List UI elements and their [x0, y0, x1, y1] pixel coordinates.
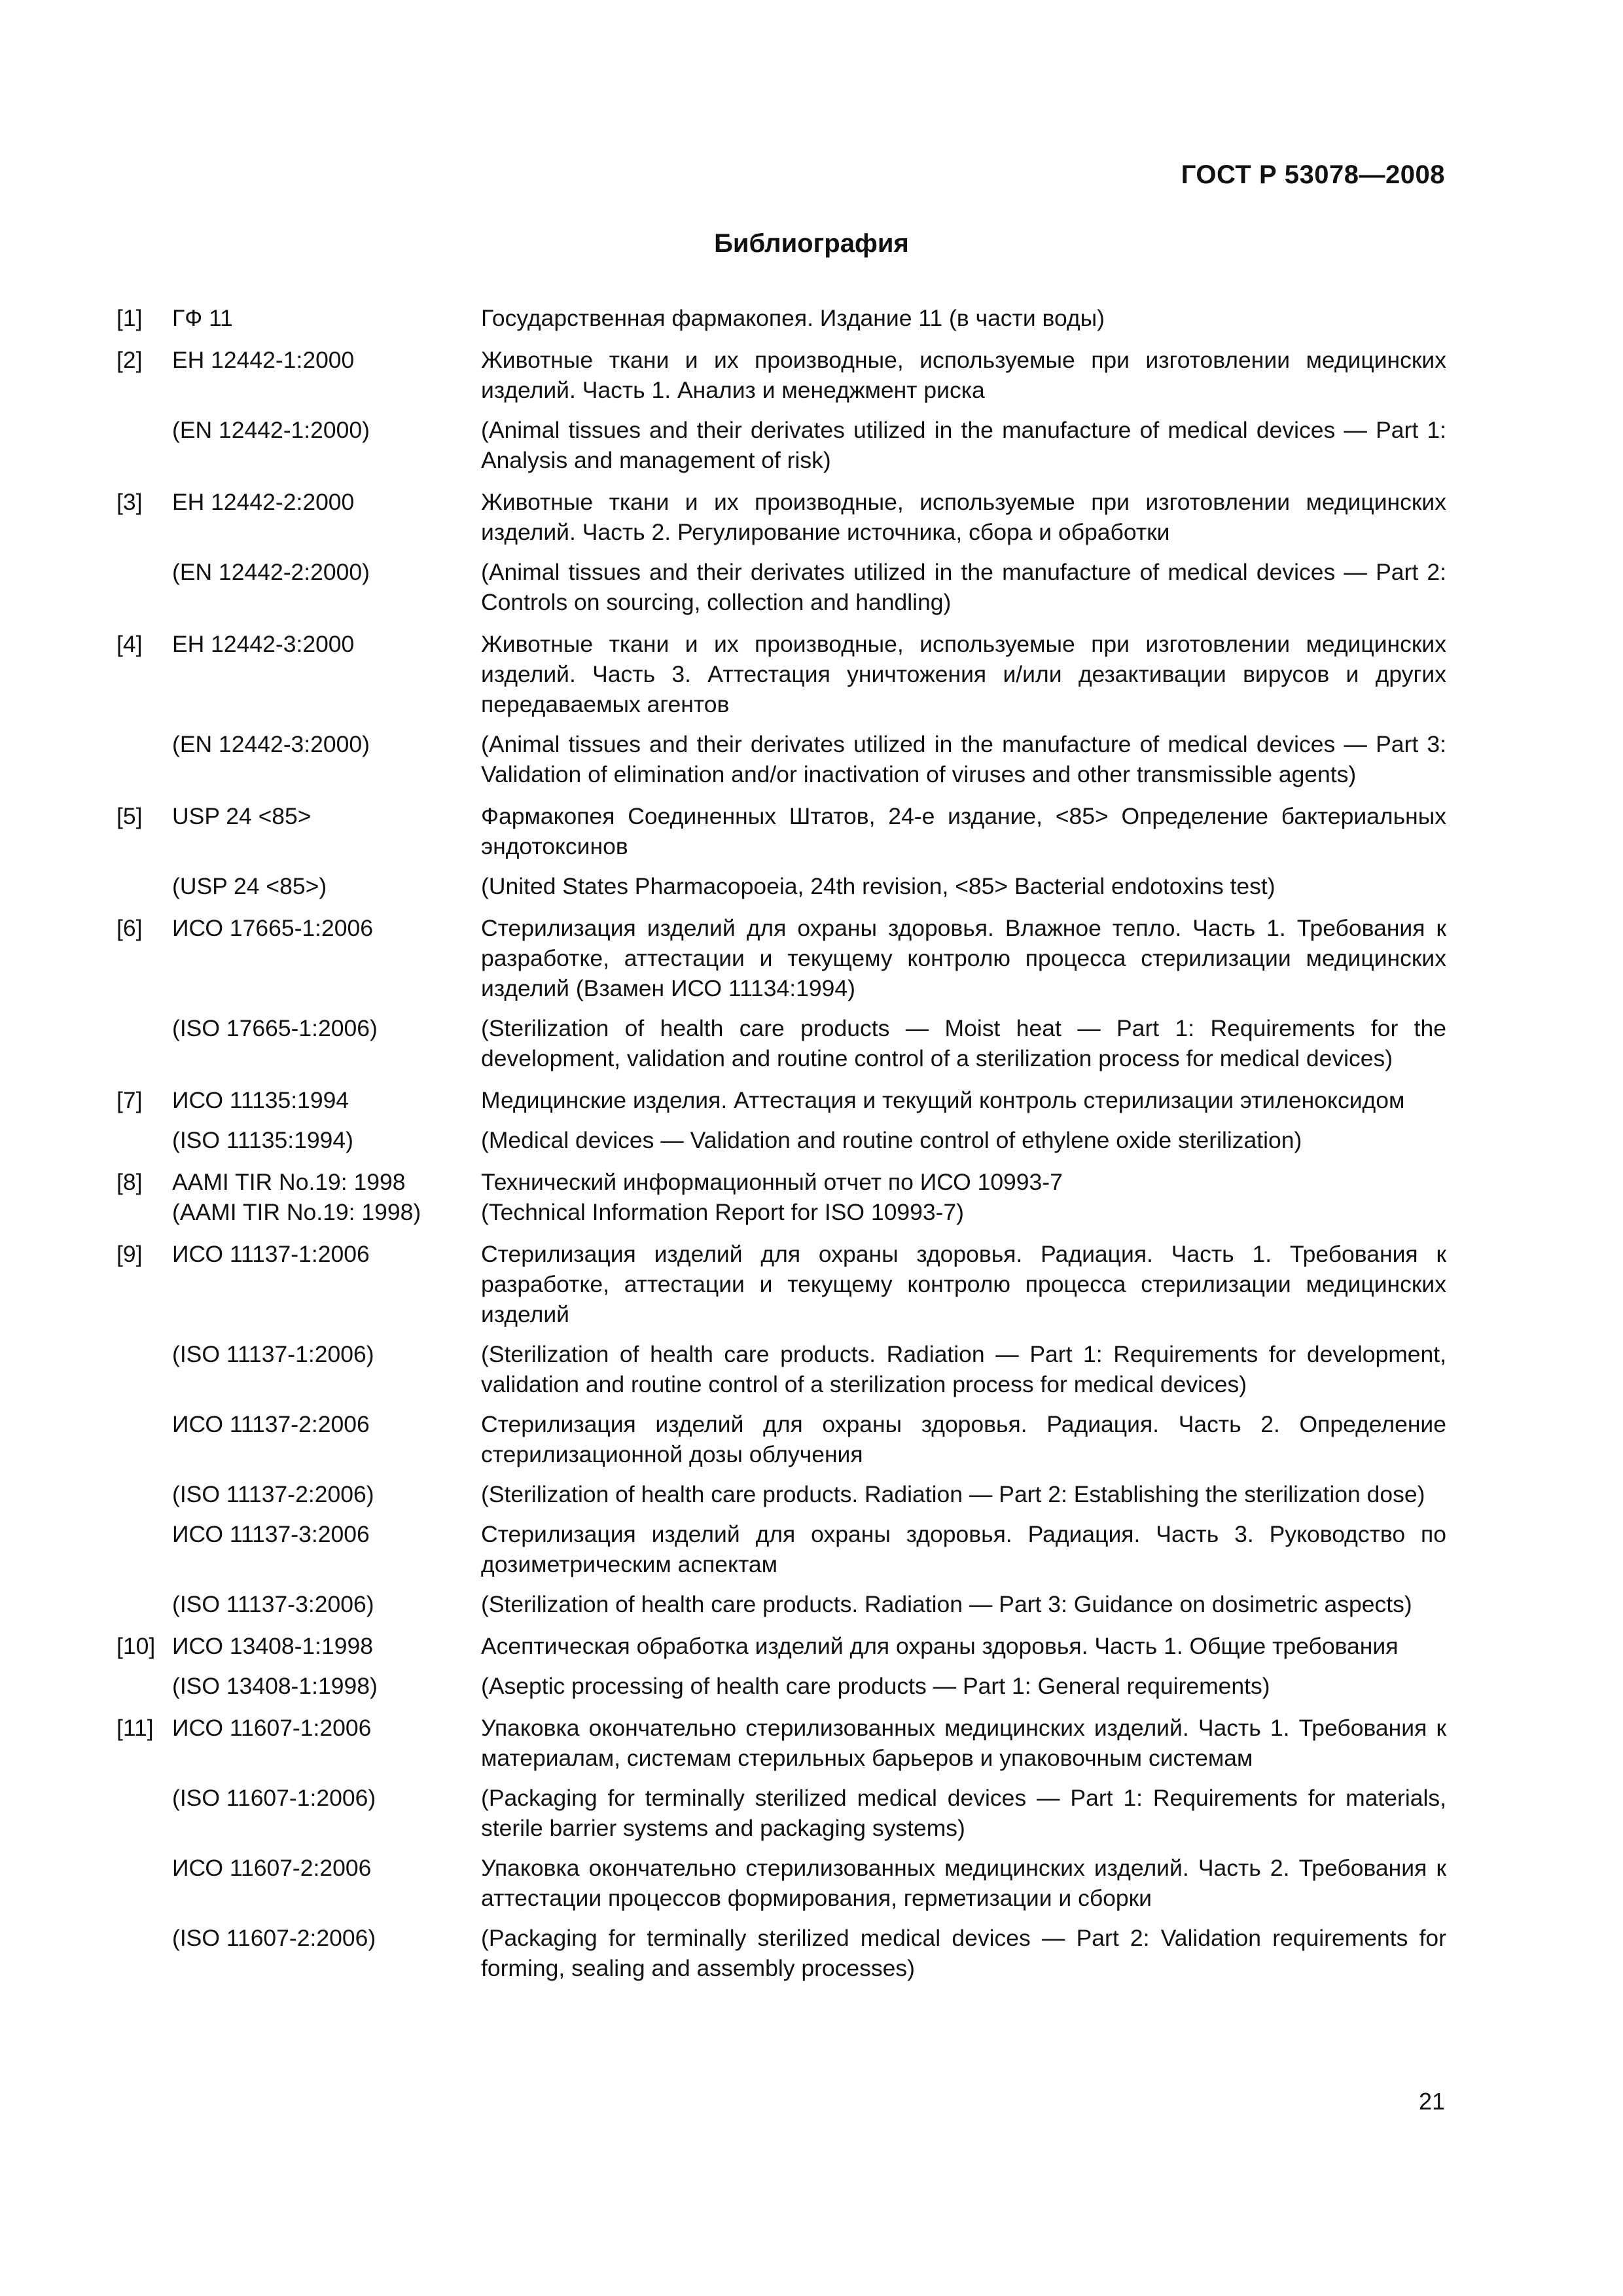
bibliography-entry — [116, 303, 1446, 333]
standard-description: (Sterilization of health care products — Moist heat — Part 1: Requirements for the development, validation and routine control of a sterilization process for medical devices) — [481, 1015, 1446, 1071]
standard-code: ЕН 12442-2:2000 — [172, 489, 355, 515]
standard-description: Государственная фармакопея. Издание 11 (в части воды) — [481, 305, 1105, 331]
standard-code: ИСО 17665-1:2006 — [172, 915, 373, 941]
standard-description: (Technical Information Report for ISO 10993-7) — [481, 1199, 964, 1225]
standard-code: (ISO 11135:1994) — [172, 1127, 353, 1153]
standard-description: (Sterilization of health care products. Radiation — Part 2: Establishing the sterilization dose) — [481, 1481, 1425, 1507]
standard-description: Технический информационный отчет по ИСО 10993-7 — [481, 1169, 1063, 1195]
entry-number: [7] — [116, 1087, 143, 1113]
standard-code: (EN 12442-1:2000) — [172, 417, 370, 443]
bibliography-entry — [116, 1239, 1446, 1619]
standard-code: (ISO 11607-2:2006) — [172, 1925, 376, 1951]
standard-code: ИСО 13408-1:1998 — [172, 1633, 373, 1659]
standard-code: (ISO 13408-1:1998) — [172, 1673, 378, 1699]
standard-description: (Sterilization of health care products. Radiation — Part 1: Requirements for development, validation and routine control of a sterilization process for medical devices) — [481, 1341, 1446, 1397]
entry-number: [8] — [116, 1169, 143, 1195]
standard-code: AAMI TIR No.19: 1998 — [172, 1169, 406, 1195]
standard-code: ИСО 11137-1:2006 — [172, 1241, 370, 1267]
page-number: 21 — [1418, 2088, 1445, 2115]
standard-code: (EN 12442-2:2000) — [172, 559, 370, 585]
entry-number: [5] — [116, 803, 143, 829]
entry-number: [10] — [116, 1633, 156, 1659]
entry-number: [11] — [116, 1715, 154, 1741]
bibliography-entry — [116, 1167, 1446, 1227]
standard-description: Животные ткани и их производные, используемые при изготовлении медицинских изделий. Часть 2. Регулирование источника, сбора и обработки — [481, 489, 1446, 545]
bibliography-entry — [116, 345, 1446, 475]
bibliography-entry — [116, 629, 1446, 789]
standard-code: ЕН 12442-3:2000 — [172, 631, 355, 657]
standard-description: Медицинские изделия. Аттестация и текущий контроль стерилизации этиленоксидом — [481, 1087, 1405, 1113]
standard-description: Стерилизация изделий для охраны здоровья. Радиация. Часть 1. Требования к разработке, аттестации и текущему контролю процесса стерилизации медицинских изделий — [481, 1241, 1446, 1327]
standard-description: Стерилизация изделий для охраны здоровья. Радиация. Часть 2. Определение стерилизационной дозы облучения — [481, 1411, 1446, 1467]
bibliography-entry — [116, 913, 1446, 1073]
standard-code: (USP 24 <85>) — [172, 873, 327, 899]
standard-code: ГФ 11 — [172, 305, 233, 331]
standard-code: ИСО 11607-1:2006 — [172, 1715, 372, 1741]
standard-description: (Animal tissues and their derivates utilized in the manufacture of medical devices — Part 3: Validation of elimination and/or inactivation of viruses and other transmissible agents) — [481, 731, 1446, 787]
standard-description: Стерилизация изделий для охраны здоровья. Влажное тепло. Часть 1. Требования к разработке, аттестации и текущему контролю процесса стерилизации медицинских изделий (Взамен ИСО 11134:1994) — [481, 915, 1446, 1001]
standard-description: (Sterilization of health care products. Radiation — Part 3: Guidance on dosimetric aspects) — [481, 1591, 1412, 1617]
standard-code: (ISO 11607-1:2006) — [172, 1785, 376, 1811]
standard-description: Стерилизация изделий для охраны здоровья. Радиация. Часть 3. Руководство по дозиметрическим аспектам — [481, 1521, 1446, 1577]
standard-code: ИСО 11135:1994 — [172, 1087, 349, 1113]
standard-description: Упаковка окончательно стерилизованных медицинских изделий. Часть 2. Требования к аттестации процессов формирования, герметизации и сборки — [481, 1855, 1446, 1911]
bibliography-list — [116, 303, 1446, 1995]
standard-description: (United States Pharmacopoeia, 24th revision, <85> Bacterial endotoxins test) — [481, 873, 1275, 899]
standard-description: (Animal tissues and their derivates utilized in the manufacture of medical devices — Part 2: Controls on sourcing, collection and handling) — [481, 559, 1446, 615]
standard-description: (Animal tissues and their derivates utilized in the manufacture of medical devices — Part 1: Analysis and management of risk) — [481, 417, 1446, 473]
standard-description: Упаковка окончательно стерилизованных медицинских изделий. Часть 1. Требования к материалам, системам стерильных барьеров и упаковочным системам — [481, 1715, 1446, 1771]
entry-number: [1] — [116, 305, 143, 331]
entry-number: [6] — [116, 915, 143, 941]
entry-number: [4] — [116, 631, 143, 657]
standard-description: (Packaging for terminally sterilized medical devices — Part 2: Validation requirements for forming, sealing and assembly processes) — [481, 1925, 1446, 1981]
standard-code: (ISO 11137-2:2006) — [172, 1481, 374, 1507]
entry-number: [3] — [116, 489, 143, 515]
standard-code: ИСО 11137-3:2006 — [172, 1521, 370, 1547]
bibliography-entry — [116, 487, 1446, 617]
standard-code: ИСО 11137-2:2006 — [172, 1411, 370, 1437]
bibliography-entry — [116, 801, 1446, 901]
standard-description: Фармакопея Соединенных Штатов, 24-е издание, <85> Определение бактериальных эндотоксинов — [481, 803, 1446, 859]
entry-number: [2] — [116, 347, 143, 373]
standard-code: ЕН 12442-1:2000 — [172, 347, 355, 373]
standard-code: ИСО 11607-2:2006 — [172, 1855, 372, 1881]
bibliography-title: Библиография — [714, 229, 909, 258]
standard-code: (ISO 17665-1:2006) — [172, 1015, 378, 1041]
bibliography-entry — [116, 1085, 1446, 1155]
standard-code: (ISO 11137-1:2006) — [172, 1341, 374, 1367]
standard-description: (Medical devices — Validation and routine control of ethylene oxide sterilization) — [481, 1127, 1302, 1153]
standard-description: Асептическая обработка изделий для охраны здоровья. Часть 1. Общие требования — [481, 1633, 1399, 1659]
standard-code: (AAMI TIR No.19: 1998) — [172, 1199, 421, 1225]
bibliography-entry — [116, 1631, 1446, 1701]
standard-description: Животные ткани и их производные, используемые при изготовлении медицинских изделий. Часть 1. Анализ и менеджмент риска — [481, 347, 1446, 403]
entry-number: [9] — [116, 1241, 143, 1267]
bibliography-entry — [116, 1713, 1446, 1983]
standard-code: (EN 12442-3:2000) — [172, 731, 370, 757]
document-id-header: ГОСТ Р 53078—2008 — [1181, 160, 1445, 189]
standard-description: (Aseptic processing of health care products — Part 1: General requirements) — [481, 1673, 1270, 1699]
standard-code: USP 24 <85> — [172, 803, 312, 829]
standard-code: (ISO 11137-3:2006) — [172, 1591, 374, 1617]
standard-description: (Packaging for terminally sterilized medical devices — Part 1: Requirements for materials, sterile barrier systems and packaging systems) — [481, 1785, 1446, 1841]
standard-description: Животные ткани и их производные, используемые при изготовлении медицинских изделий. Часть 3. Аттестация уничтожения и/или дезактивации вирусов и других передаваемых агентов — [481, 631, 1446, 717]
